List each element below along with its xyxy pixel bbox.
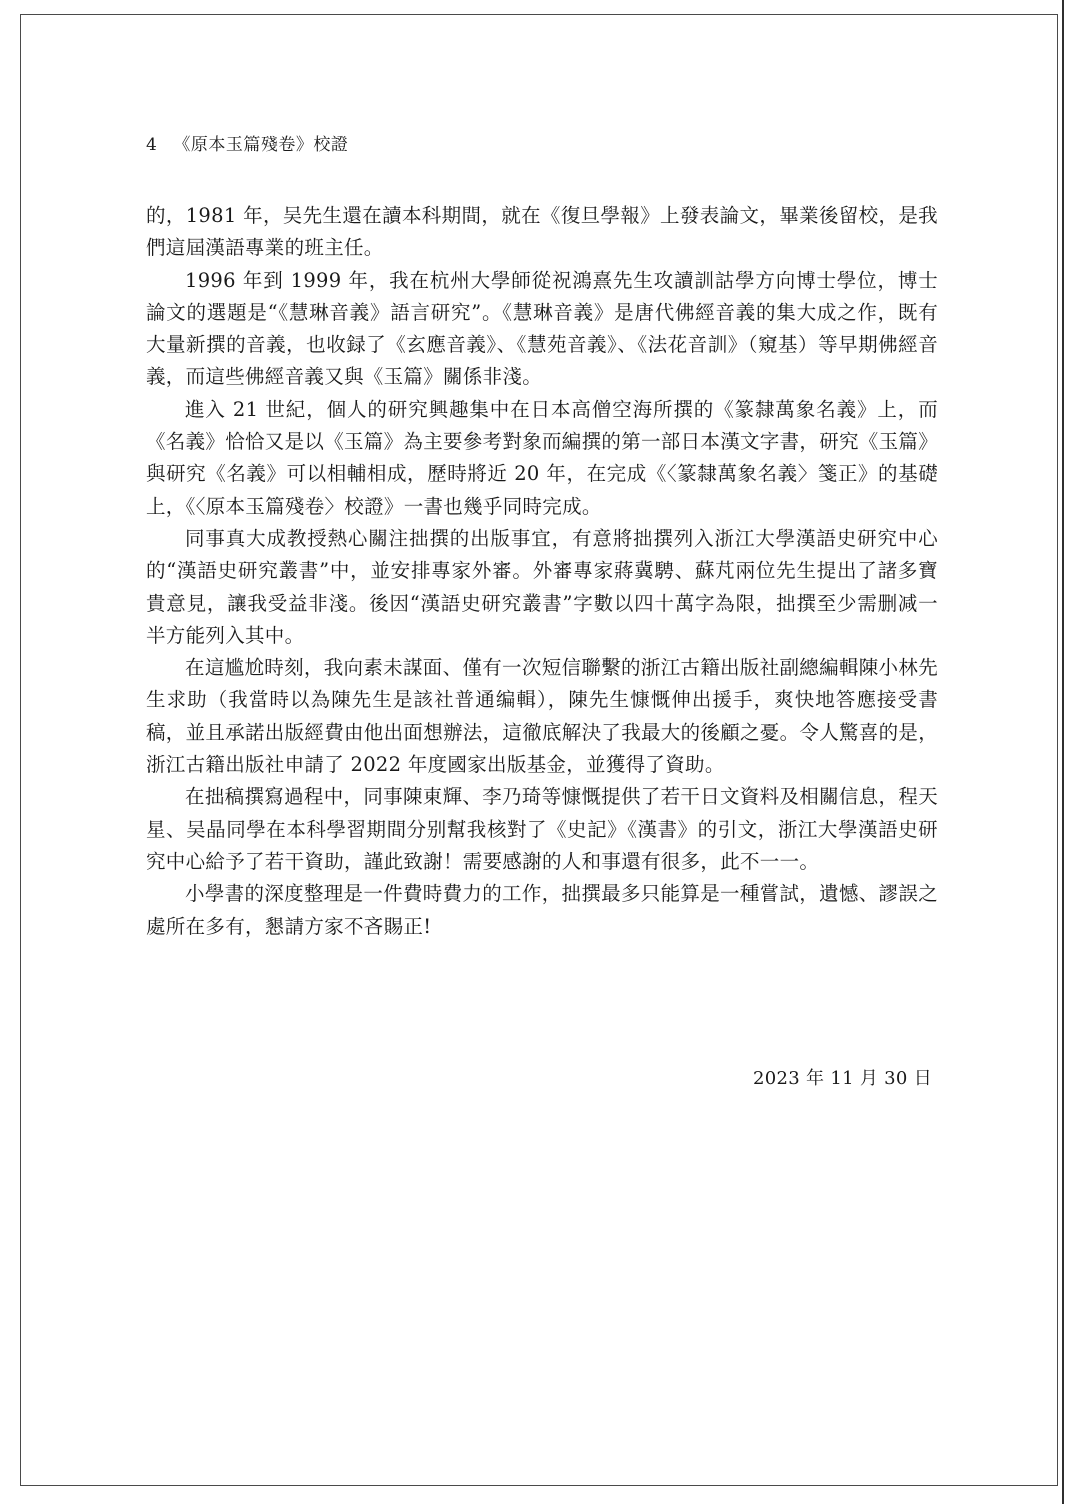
- page-edge-line: [1062, 0, 1064, 1504]
- page-number: 4: [146, 135, 158, 155]
- signature-date: 2023 年 11 月 30 日: [752, 1068, 932, 1089]
- page-header: [146, 130, 348, 155]
- paragraph: 小學書的深度整理是一件費時費力的工作，拙撰最多只能算是一種嘗試，遺憾、謬誤之處所在多有，懇請方家不吝賜正!: [146, 882, 938, 938]
- paragraph: 在拙稿撰寫過程中，同事陳東輝、李乃琦等慷慨提供了若干日文資料及相關信息，程天星、吴晶同學在本科學習期間分别幫我核對了《史記》《漢書》的引文，浙江大學漢語史研究中心給予了若干資助，謹此致謝！需要感謝的人和事還有很多，此不一一。: [146, 785, 938, 873]
- page-body: [146, 200, 938, 943]
- running-title: 《原本玉篇殘卷》校證: [173, 135, 349, 155]
- paragraph: 在這尴尬時刻，我向素未謀面、僅有一次短信聯繫的浙江古籍出版社副總編輯陳小林先生求助（我當時以為陳先生是該社普通编輯），陳先生慷慨伸出援手，爽快地答應接受書稿，並且承諾出版經費由他出面想辦法，這徹底解決了我最大的後顧之憂。令人驚喜的是，浙江古籍出版社申請了 2022 年度國家出版基金，並獲得了資助。: [146, 656, 939, 777]
- paragraph: 同事真大成教授熱心關注拙撰的出版事宜，有意將拙撰列入浙江大學漢語史研究中心的“漢語史研究叢書”中，並安排專家外審。外審專家蔣冀騁、蘇芃兩位先生提出了諸多寶貴意見，讓我受益非淺。後因“漢語史研究叢書”字數以四十萬字為限，拙撰至少需删减一半方能列入其中。: [146, 526, 938, 647]
- paragraph-continued: 的，1981 年，吴先生還在讀本科期間，就在《復旦學報》上發表論文，畢業後留校，是我們這屆漢語專業的班主任。: [146, 204, 938, 260]
- paragraph: 1996 年到 1999 年，我在杭州大學師從祝鴻熹先生攻讀訓詁學方向博士學位，博士論文的選題是“《慧琳音義》語言研究”。《慧琳音義》是唐代佛經音義的集大成之作，既有大量新撰的音義，也收録了《玄應音義》、《慧苑音義》、《法花音訓》（窺基）等早期佛經音義，而這些佛經音義又與《玉篇》關係非淺。: [146, 268, 938, 389]
- paragraph: 進入 21 世紀，個人的研究興趣集中在日本高僧空海所撰的《篆隸萬象名義》上，而《名義》恰恰又是以《玉篇》為主要參考對象而編撰的第一部日本漢文字書，研究《玉篇》與研究《名義》可以相輔相成，歷時將近 20 年，在完成《〈篆隸萬象名義〉箋正》的基礎上，《〈原本玉篇殘卷〉校證》一書也幾乎同時完成。: [146, 397, 939, 518]
